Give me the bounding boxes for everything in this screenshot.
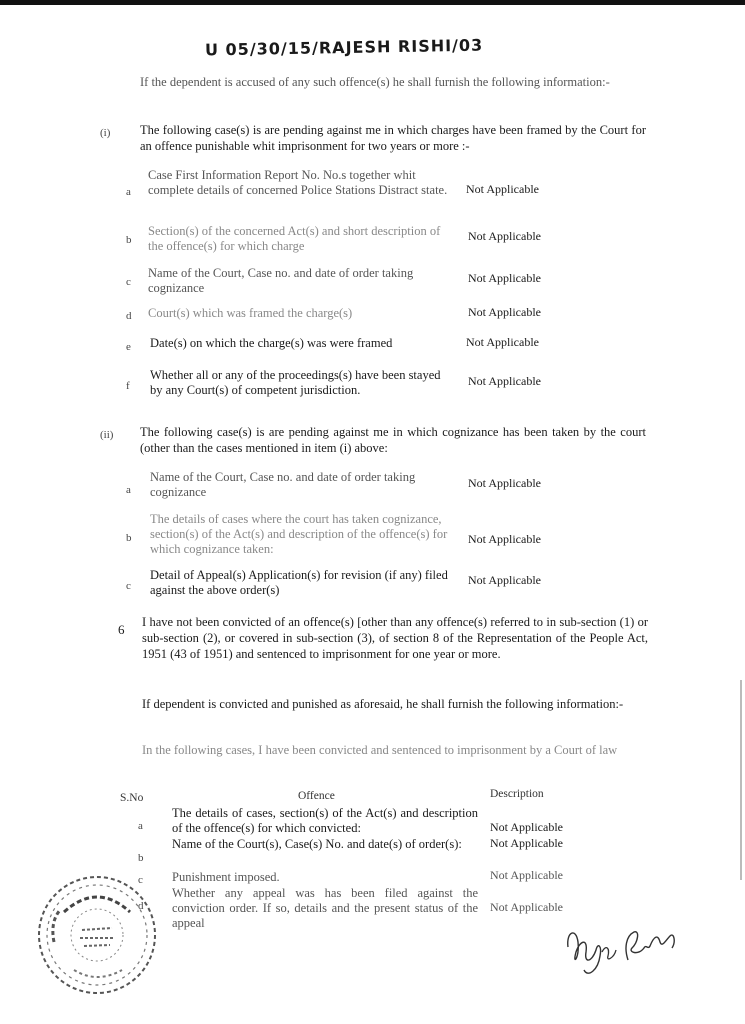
table-row-text: Punishment imposed.	[172, 870, 280, 884]
table-row-letter: b	[138, 852, 144, 864]
handwritten-reference: U 05/30/15/RAJESH RISHI/03	[204, 35, 484, 60]
table-row-value: Not Applicable	[490, 836, 563, 850]
item-letter: d	[126, 310, 132, 322]
item-letter: a	[126, 484, 131, 496]
intro-text: If the dependent is accused of any such offence(s) he shall furnish the following information:-	[140, 75, 610, 89]
item-letter: e	[126, 341, 131, 353]
section-6-para1: I have not been convicted of an offence(s) [other than any offence(s) referred to in sub-section (1) or sub-section (2), or covered in sub-section (3), of section 8 of the Representation of the People Act, 1951 (43 of 1951) and sentenced to imprisonment for one year or more.	[142, 615, 648, 661]
table-row-value: Not Applicable	[490, 868, 563, 882]
item-letter: b	[126, 234, 132, 246]
item-value: Not Applicable	[468, 573, 541, 587]
item-letter: f	[126, 380, 130, 392]
handwritten-signature-icon	[558, 912, 688, 982]
item-text: Date(s) on which the charge(s) was were framed	[150, 336, 393, 350]
item-value: Not Applicable	[468, 532, 541, 546]
item-text: Section(s) of the concerned Act(s) and short description of the offence(s) for which charge	[148, 224, 441, 253]
item-letter: c	[126, 276, 131, 288]
table-header-offence: Offence	[298, 790, 335, 802]
item-value: Not Applicable	[466, 182, 539, 196]
table-row-letter: a	[138, 820, 143, 832]
item-letter: c	[126, 580, 131, 592]
item-text: The details of cases where the court has taken cognizance, section(s) of the Act(s) and description of the offence(s) for which cognizance taken:	[150, 512, 448, 556]
table-row-letter: c	[138, 874, 143, 886]
item-value: Not Applicable	[468, 271, 541, 285]
section-ii-heading: The following case(s) is are pending against me in which cognizance has been taken by the court (other than the cases mentioned in item (i) above:	[140, 425, 646, 455]
item-text: Court(s) which was framed the charge(s)	[148, 306, 353, 320]
item-text: Name of the Court, Case no. and date of order taking cognizance	[150, 470, 416, 499]
section-ii-number: (ii)	[100, 429, 114, 441]
item-value: Not Applicable	[468, 229, 541, 243]
section-6-number: 6	[118, 622, 125, 637]
scan-edge-mark	[740, 680, 742, 880]
item-text: Detail of Appeal(s) Application(s) for revision (if any) filed against the above order(s)	[150, 568, 448, 597]
item-text: Whether all or any of the proceedings(s) have been stayed by any Court(s) of competent jurisdiction.	[150, 368, 441, 397]
item-value: Not Applicable	[468, 476, 541, 490]
table-row-text: Whether any appeal was has been filed against the conviction order. If so, details and the present status of the appeal	[172, 886, 478, 930]
item-value: Not Applicable	[468, 374, 541, 388]
item-letter: b	[126, 532, 132, 544]
item-letter: a	[126, 186, 131, 198]
table-row-value: Not Applicable	[490, 820, 563, 834]
section-i-heading: The following case(s) is are pending against me in which charges have been framed by the Court for an offence punishable whit imprisonment for two years or more :-	[140, 123, 646, 153]
section-6-para2: If dependent is convicted and punished as aforesaid, he shall furnish the following information:-	[142, 697, 624, 711]
scan-top-edge	[0, 0, 745, 5]
item-text: Case First Information Report No. No.s together whit complete details of concerned Police Stations Distract state.	[148, 168, 448, 197]
item-value: Not Applicable	[466, 335, 539, 349]
table-row-text: Name of the Court(s), Case(s) No. and date(s) of order(s):	[172, 837, 462, 851]
table-header-description: Description	[490, 788, 544, 800]
table-header-sno: S.No	[120, 792, 144, 804]
item-value: Not Applicable	[468, 305, 541, 319]
section-6-para3: In the following cases, I have been convicted and sentenced to imprisonment by a Court of law	[142, 743, 618, 757]
table-row-value: Not Applicable	[490, 900, 563, 914]
section-i-number: (i)	[100, 127, 111, 139]
item-text: Name of the Court, Case no. and date of order taking cognizance	[148, 266, 414, 295]
table-row-text: The details of cases, section(s) of the Act(s) and description of the offence(s) for which convicted:	[172, 806, 478, 835]
table-row-letter: d	[138, 900, 144, 912]
official-seal-icon	[34, 872, 160, 998]
